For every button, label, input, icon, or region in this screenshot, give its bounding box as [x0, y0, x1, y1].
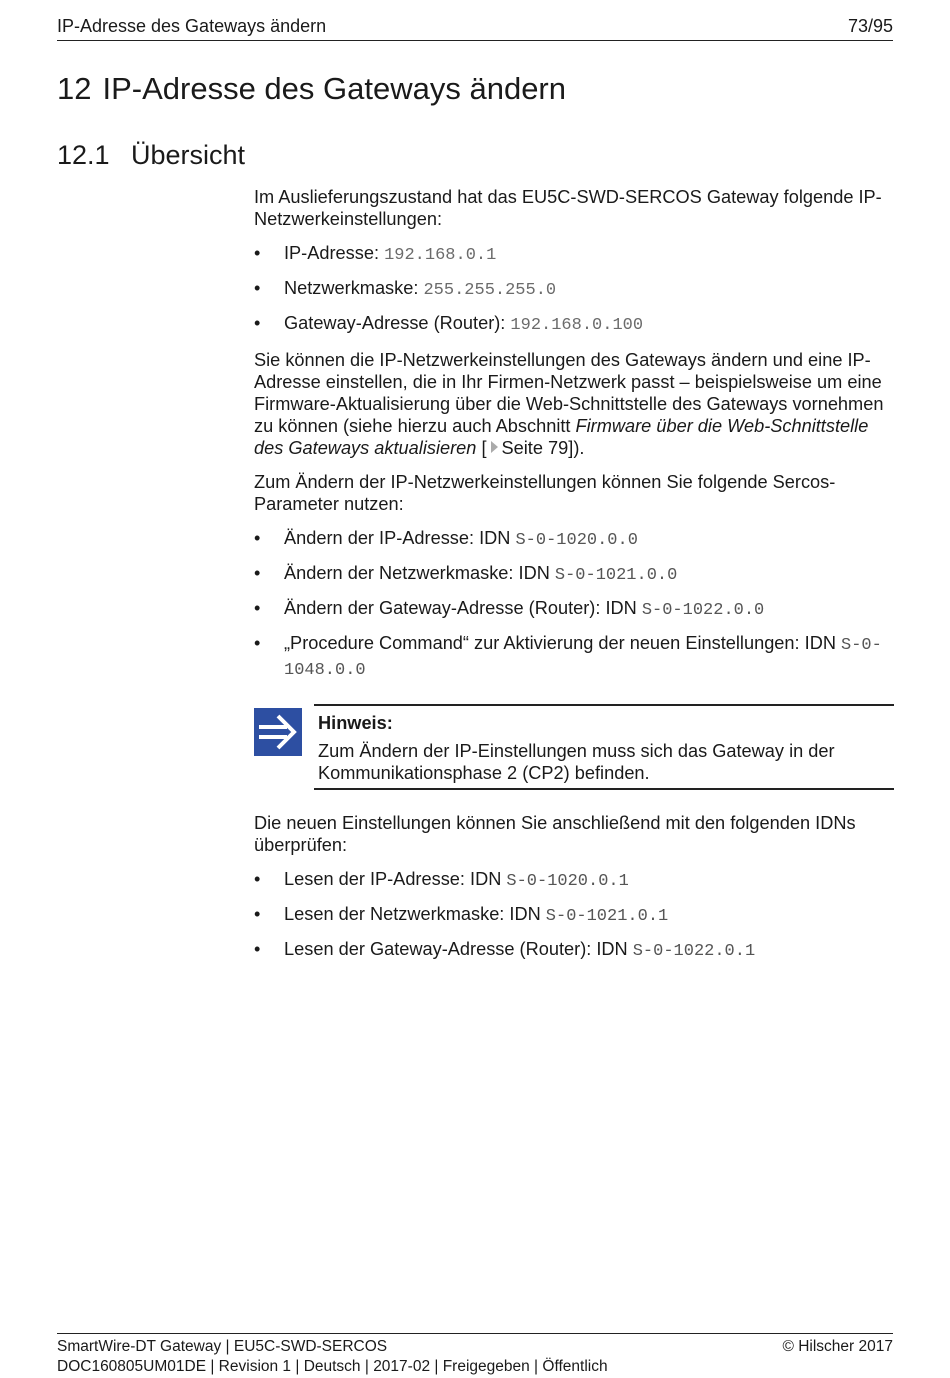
note-text: Zum Ändern der IP-Einstellungen muss sich das Gateway in der Kommunikationsphase 2 (CP2) befinden.	[318, 741, 835, 783]
section-title: Übersicht	[131, 140, 246, 170]
list-item: • Lesen der Gateway-Adresse (Router): IDN S-0-1022.0.1	[254, 939, 756, 961]
idn-value: S-0-1020.0.0	[515, 531, 638, 550]
idn-value: S-0-1021.0.1	[545, 907, 669, 926]
list-item: • „Procedure Command“ zur Aktivierung der neuen Einstellungen: IDN S-0-1048.0.0	[254, 633, 882, 680]
list-item: • Lesen der Netzwerkmaske: IDN S-0-1021.0.1	[254, 904, 669, 926]
ip-address-value: 192.168.0.1	[384, 246, 497, 265]
idn-value: S-0-1021.0.0	[554, 566, 678, 585]
list-item: • Netzwerkmaske: 255.255.255.0	[254, 278, 557, 300]
intro-paragraph: Im Auslieferungszustand hat das EU5C-SWD-SERCOS Gateway folgende IP-Netzwerkeinstellungen:	[254, 187, 882, 229]
page-number: 73/95	[847, 16, 893, 36]
read-parameter-list	[254, 868, 894, 963]
page-reference[interactable]: Seite 79	[501, 438, 569, 458]
idn-value: S-0-1020.0.1	[506, 872, 629, 891]
netmask-value: 255.255.255.0	[423, 281, 557, 300]
list-item: • Gateway-Adresse (Router): 192.168.0.100	[254, 313, 644, 335]
list-item: • Ändern der Netzwerkmaske: IDN S-0-1021.0.0	[254, 563, 678, 585]
section-link[interactable]: Firmware über die Web-Schnittstelle des Gateways aktualisieren	[254, 416, 869, 458]
note-title: Hinweis:	[318, 713, 393, 733]
settings-paragraph: Sie können die IP-Netzwerkeinstellungen des Gateways ändern und eine IP-Adresse einstellen, die in Ihr Firmen-Netzwerk passt – beispielsweise um eine Firmware-Aktualisierung über die Web-Schnittstelle des Gateways vornehmen zu können (siehe hierzu auch Abschnitt Firmware über die Web-Schnittstelle des Gateways aktualisieren [ Seite 79]).	[254, 350, 884, 458]
section-heading	[57, 140, 245, 171]
page-footer	[57, 1333, 893, 1377]
idn-value: S-0-1022.0.1	[632, 942, 756, 961]
idn-value: S-0-1048.0.0	[284, 636, 882, 680]
footer-copyright: © Hilscher 2017	[782, 1338, 893, 1355]
footer-product: SmartWire-DT Gateway | EU5C-SWD-SERCOS	[57, 1338, 388, 1355]
chapter-number: 12	[57, 71, 92, 106]
page-ref-arrow-icon	[491, 441, 498, 453]
list-item: • Ändern der Gateway-Adresse (Router): IDN S-0-1022.0.0	[254, 598, 765, 620]
note-body	[314, 704, 894, 790]
parameters-paragraph: Zum Ändern der IP-Netzwerkeinstellungen können Sie folgende Sercos-Parameter nutzen:	[254, 472, 836, 514]
page-header	[57, 14, 893, 41]
list-item: • Ändern der IP-Adresse: IDN S-0-1020.0.0	[254, 528, 638, 550]
footer-document-info: DOC160805UM01DE | Revision 1 | Deutsch | 2017-02 | Freigegeben | Öffentlich	[57, 1358, 608, 1375]
header-title: IP-Adresse des Gateways ändern	[57, 16, 327, 36]
note-box	[254, 704, 894, 790]
list-item: • Lesen der IP-Adresse: IDN S-0-1020.0.1	[254, 869, 629, 891]
gateway-value: 192.168.0.100	[510, 316, 644, 335]
main-content	[254, 186, 894, 975]
idn-value: S-0-1022.0.0	[641, 601, 765, 620]
verify-paragraph: Die neuen Einstellungen können Sie anschließend mit den folgenden IDNs überprüfen:	[254, 813, 856, 855]
chapter-title: IP-Adresse des Gateways ändern	[102, 71, 567, 106]
sercos-parameter-list	[254, 527, 894, 682]
list-item: • IP-Adresse: 192.168.0.1	[254, 243, 497, 265]
default-settings-list	[254, 242, 894, 337]
chapter-heading	[57, 71, 566, 107]
section-number: 12.1	[57, 140, 110, 170]
arrow-right-icon	[254, 708, 302, 756]
